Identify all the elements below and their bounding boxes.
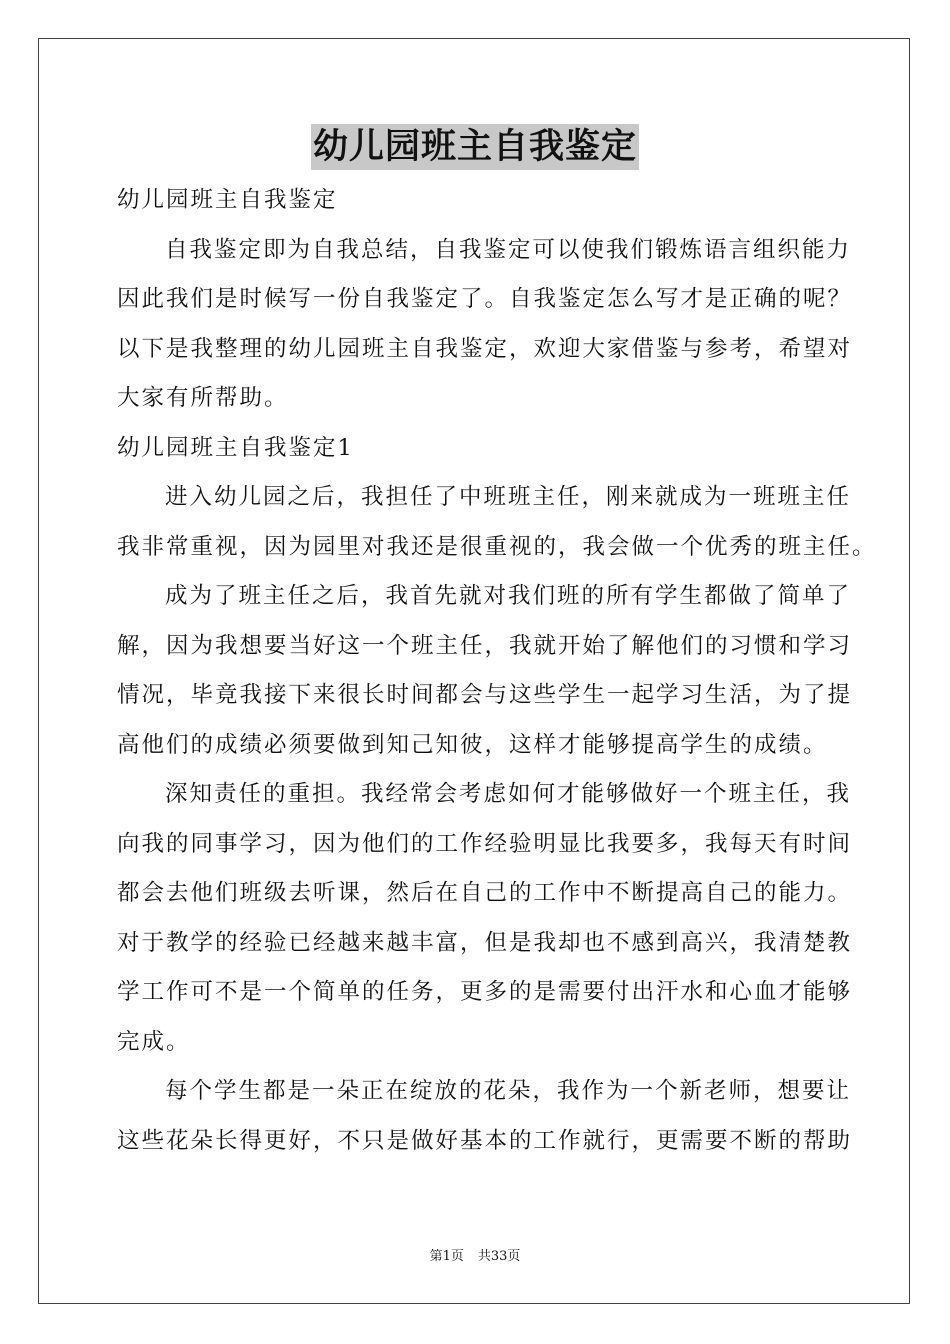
text-line: 完成。 [117,1028,191,1055]
text-line: 这些花朵长得更好，不只是做好基本的工作就行，更需要不断的帮助 [117,1127,853,1154]
text-line: 学工作可不是一个简单的任务，更多的是需要付出汗水和心血才能够 [117,979,853,1005]
text-line: 向我的同事学习，因为他们的工作经验明显比我要多，我每天有时间 [117,830,853,857]
text-line: 以下是我整理的幼儿园班主自我鉴定，欢迎大家借鉴与参考，希望对 [117,335,853,362]
text-line: 每个学生都是一朵正在绽放的花朵，我作为一个新老师，想要让 [165,1078,852,1104]
document-title: 幼儿园班主自我鉴定 [311,124,639,170]
text-line: 进入幼儿园之后，我担任了中班班主任，刚来就成为一班班主任 [165,484,852,510]
page-number: 第1页 [429,1249,464,1264]
document-body [117,176,877,1166]
total-pages: 共33页 [477,1249,521,1264]
page-footer [0,1249,950,1265]
text-line: 解，因为我想要当好这一个班主任，我就开始了解他们的习惯和学习 [117,632,853,659]
text-line: 幼儿园班主自我鉴定 [117,187,338,213]
text-line: 深知责任的重担。我经常会考虑如何才能够做好一个班主任，我 [165,781,852,807]
text-line: 幼儿园班主自我鉴定1 [117,434,354,461]
text-line: 成为了班主任之后，我首先就对我们班的所有学生都做了简单了 [165,583,852,609]
text-line: 高他们的成绩必须要做到知己知彼，这样才能够提高学生的成绩。 [117,731,828,758]
text-line: 自我鉴定即为自我总结，自我鉴定可以使我们锻炼语言组织能力 [165,236,852,263]
text-line: 情况，毕竟我接下来很长时间都会与这些学生一起学习生活，为了提 [117,682,853,708]
text-line: 对于教学的经验已经越来越丰富，但是我却也不感到高兴，我清楚教 [117,929,853,956]
text-line: 因此我们是时候写一份自我鉴定了。自我鉴定怎么写才是正确的呢？ [117,286,853,312]
title-container [0,124,950,170]
text-line: 都会去他们班级去听课，然后在自己的工作中不断提高自己的能力。 [117,880,853,906]
text-line: 我非常重视，因为园里对我还是很重视的，我会做一个优秀的班主任。 [117,533,877,560]
text-line: 大家有所帮助。 [117,385,289,411]
